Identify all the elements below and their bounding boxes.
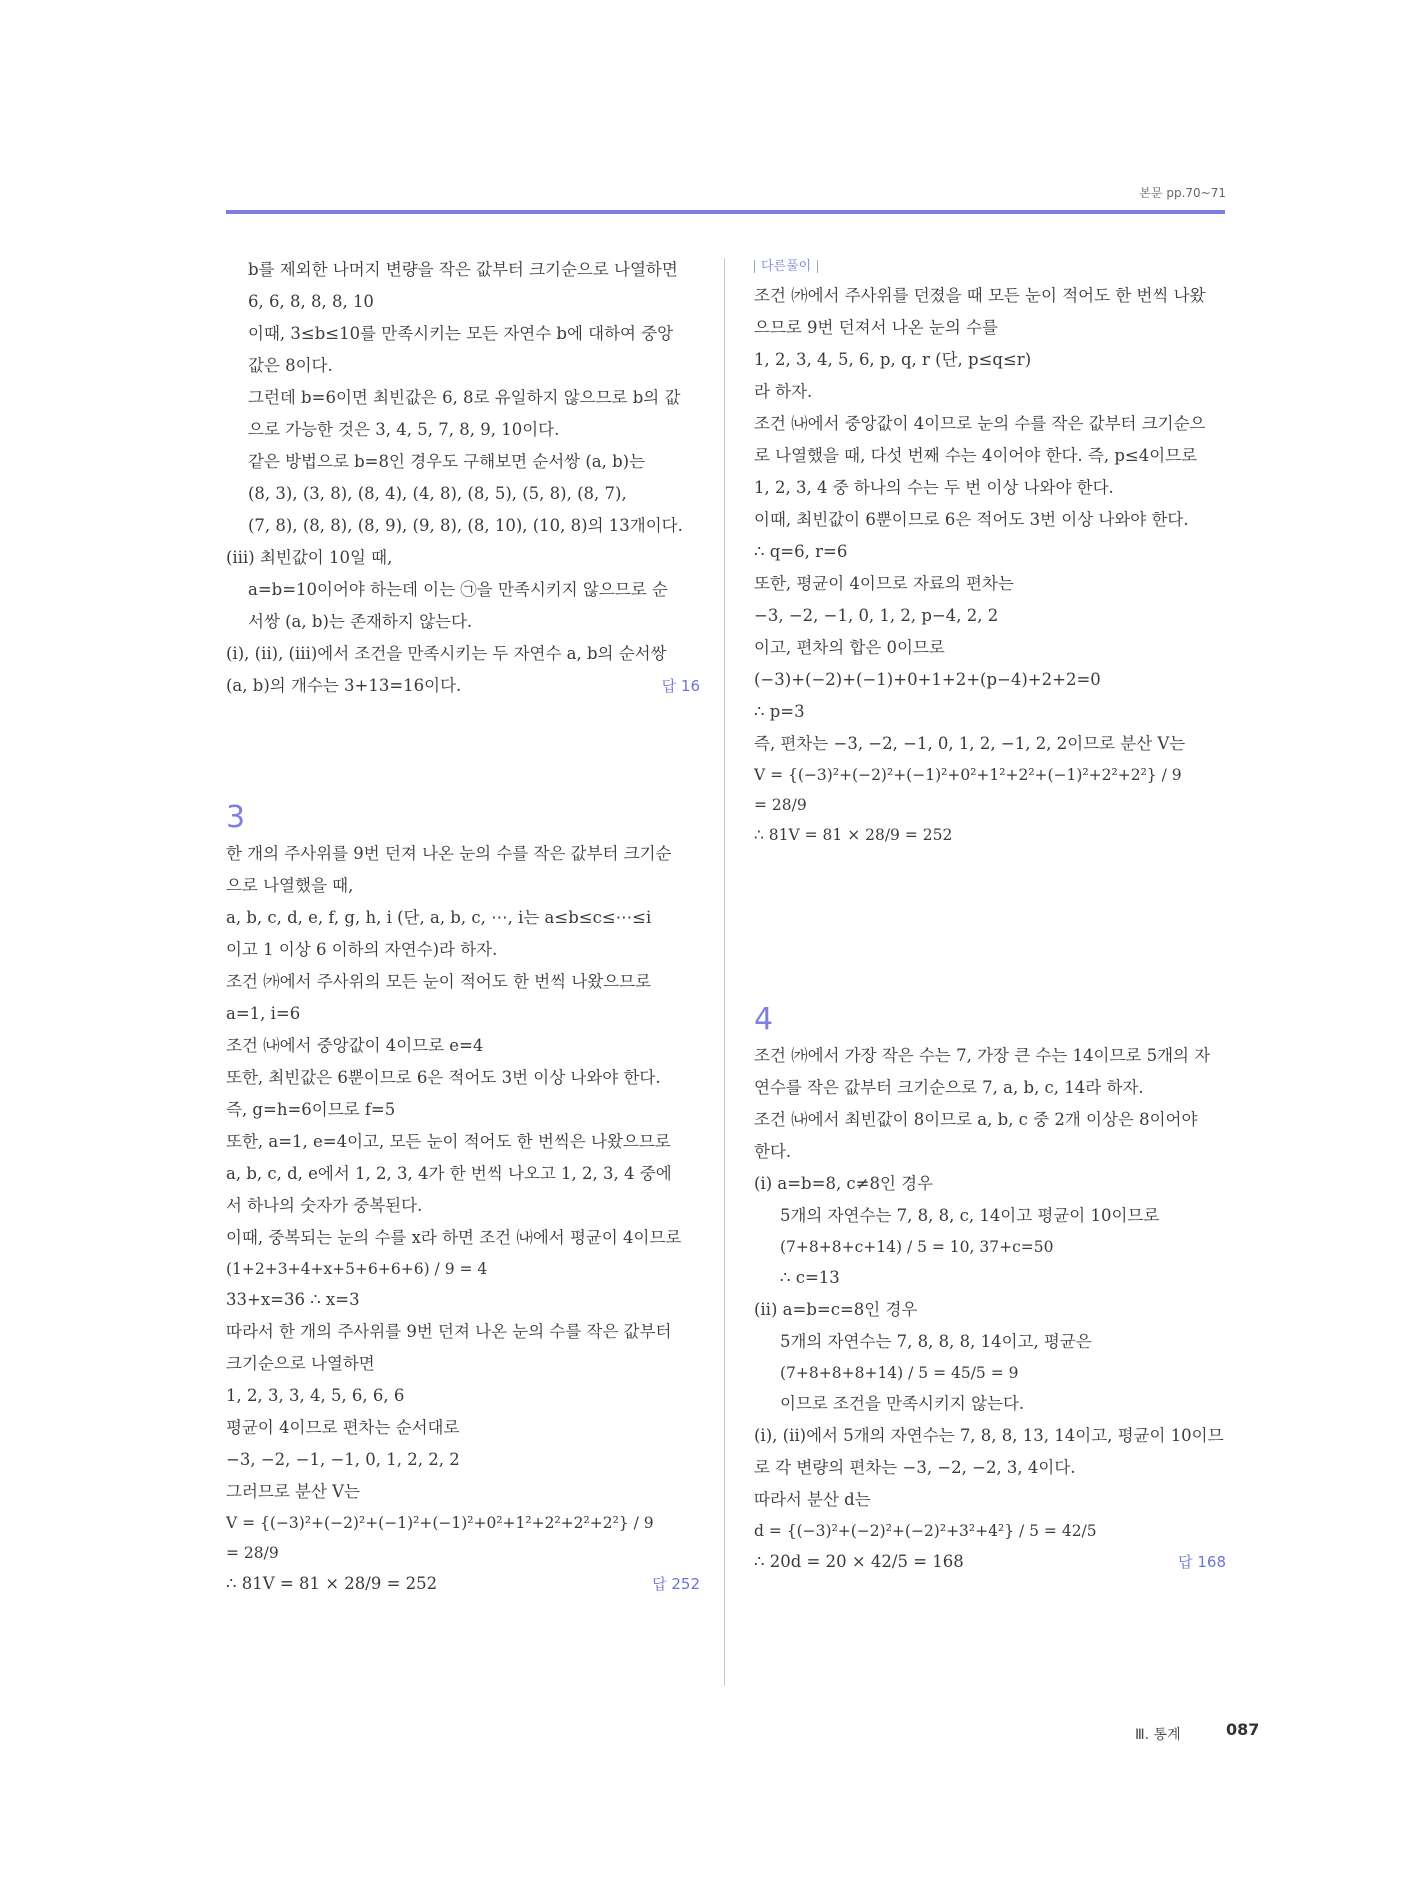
text-line: (ⅰ), (ⅱ)에서 5개의 자연수는 7, 8, 8, 13, 14이고, 평균이 10이므 [754, 1426, 1224, 1445]
header-page-reference: 본문 pp.70~71 [1139, 186, 1226, 200]
page-number: 087 [1226, 1720, 1260, 1739]
text-line: 평균이 4이므로 편차는 순서대로 [226, 1418, 460, 1437]
text-line: 라 하자. [754, 382, 813, 401]
text-line: 한 개의 주사위를 9번 던져 나온 눈의 수를 작은 값부터 크기순 [226, 844, 672, 863]
footer-chapter: Ⅲ. 통계 [1135, 1727, 1181, 1743]
equation: (7+8+8+c+14) / 5 = 10, 37+c=50 [780, 1238, 1054, 1256]
alt-solution-title: 다른풀이 [754, 254, 1226, 280]
column-divider [724, 258, 725, 1686]
conclusion-line: (ⅰ), (ⅱ), (ⅲ)에서 조건을 만족시키는 두 자연수 a, b의 순서쌍 [226, 644, 667, 663]
text-line: 로 각 변량의 편차는 −3, −2, −2, 3, 4이다. [754, 1458, 1076, 1477]
equation: ∴ 81V = 81 × 28/9 = 252 [226, 1574, 438, 1593]
text-line: 조건 ㈏에서 중앙값이 4이므로 e=4 [226, 1036, 484, 1055]
text-line: 서 하나의 숫자가 중복된다. [226, 1196, 423, 1215]
text-line: 따라서 분산 d는 [754, 1490, 871, 1509]
header-rule [226, 210, 1225, 214]
answer-label: 답 252 [652, 1575, 700, 1593]
equation: ∴ 20d = 20 × 42/5 = 168 [754, 1552, 964, 1571]
text-line: 이때, 3≤b≤10를 만족시키는 모든 자연수 b에 대하여 중앙 [248, 324, 674, 343]
answer-label: 답 168 [1178, 1553, 1226, 1571]
equation: d = {(−3)²+(−2)²+(−2)²+3²+4²} / 5 = 42/5 [754, 1522, 1097, 1540]
text-line: a=1, i=6 [226, 1004, 301, 1023]
text-line: 6, 6, 8, 8, 8, 10 [248, 292, 374, 311]
text-line: b를 제외한 나머지 변량을 작은 값부터 크기순으로 나열하면 [248, 260, 678, 279]
text-line: 조건 ㈏에서 중앙값이 4이므로 눈의 수를 작은 값부터 크기순으 [754, 414, 1206, 433]
conclusion-line: (a, b)의 개수는 3+13=16이다. [226, 676, 462, 695]
text-line: 서쌍 (a, b)는 존재하지 않는다. [248, 612, 473, 631]
text-line: 조건 ㈏에서 최빈값이 8이므로 a, b, c 중 2개 이상은 8이어야 [754, 1110, 1198, 1129]
text-line: a=b=10이어야 하는데 이는 ㉠을 만족시키지 않으므로 순 [248, 580, 668, 599]
text-line: 값은 8이다. [248, 356, 333, 375]
text-line: ∴ c=13 [780, 1268, 840, 1287]
text-line: 같은 방법으로 b=8인 경우도 구해보면 순서쌍 (a, b)는 [248, 452, 646, 471]
text-line: 조건 ㈎에서 주사위의 모든 눈이 적어도 한 번씩 나왔으므로 [226, 972, 652, 991]
answer-label: 답 16 [661, 677, 700, 695]
equation: = 28/9 [226, 1544, 279, 1562]
text-line: ∴ q=6, r=6 [754, 542, 848, 561]
text-line: 으므로 9번 던져서 나온 눈의 수를 [754, 318, 998, 337]
text-line: 크기순으로 나열하면 [226, 1354, 375, 1373]
text-line: 으로 가능한 것은 3, 4, 5, 7, 8, 9, 10이다. [248, 420, 560, 439]
text-line: 이므로 조건을 만족시키지 않는다. [780, 1394, 1025, 1413]
text-line: 으로 나열했을 때, [226, 876, 354, 895]
text-line: 즉, 편차는 −3, −2, −1, 0, 1, 2, −1, 2, 2이므로 분산 V는 [754, 734, 1186, 753]
section-number: 4 [754, 1002, 774, 1037]
case-heading: (ⅰ) a=b=8, c≠8인 경우 [754, 1174, 934, 1193]
text-line: 한다. [754, 1142, 792, 1161]
right-column [754, 254, 1226, 1578]
equation: V = {(−3)²+(−2)²+(−1)²+(−1)²+0²+1²+2²+2²+2²} / 9 [226, 1514, 654, 1532]
text-line: (7, 8), (8, 8), (8, 9), (9, 8), (8, 10), (10, 8)의 13개이다. [248, 516, 683, 535]
text-line: a, b, c, d, e, f, g, h, i (단, a, b, c, ⋯, i는 a≤b≤c≤⋯≤i [226, 908, 652, 927]
text-line: 1, 2, 3, 3, 4, 5, 6, 6, 6 [226, 1386, 405, 1405]
text-line: 5개의 자연수는 7, 8, 8, 8, 14이고, 평균은 [780, 1332, 1092, 1351]
text-line: 또한, 평균이 4이므로 자료의 편차는 [754, 574, 1014, 593]
text-line: 1, 2, 3, 4, 5, 6, p, q, r (단, p≤q≤r) [754, 350, 1032, 369]
equation: ∴ 81V = 81 × 28/9 = 252 [754, 826, 953, 844]
section-number: 3 [226, 800, 246, 835]
text-line: 또한, a=1, e=4이고, 모든 눈이 적어도 한 번씩은 나왔으므로 [226, 1132, 671, 1151]
text-line: 로 나열했을 때, 다섯 번째 수는 4이어야 한다. 즉, p≤4이므로 [754, 446, 1198, 465]
equation: (7+8+8+8+14) / 5 = 45/5 = 9 [780, 1364, 1019, 1382]
equation: (1+2+3+4+x+5+6+6+6) / 9 = 4 [226, 1260, 488, 1278]
text-line: 33+x=36 ∴ x=3 [226, 1290, 360, 1309]
text-line: −3, −2, −1, 0, 1, 2, p−4, 2, 2 [754, 606, 999, 625]
text-line: 그러므로 분산 V는 [226, 1482, 360, 1501]
text-line: ∴ p=3 [754, 702, 805, 721]
equation: = 28/9 [754, 796, 807, 814]
text-line: −3, −2, −1, −1, 0, 1, 2, 2, 2 [226, 1450, 460, 1469]
text-line: 즉, g=h=6이므로 f=5 [226, 1100, 396, 1119]
text-line: a, b, c, d, e에서 1, 2, 3, 4가 한 번씩 나오고 1, 2, 3, 4 중에 [226, 1164, 672, 1183]
text-line: 1, 2, 3, 4 중 하나의 수는 두 번 이상 나와야 한다. [754, 478, 1114, 497]
text-line: 이고 1 이상 6 이하의 자연수)라 하자. [226, 940, 498, 959]
text-line: 연수를 작은 값부터 크기순으로 7, a, b, c, 14라 하자. [754, 1078, 1144, 1097]
text-line: 따라서 한 개의 주사위를 9번 던져 나온 눈의 수를 작은 값부터 [226, 1322, 672, 1341]
case-heading: (ⅱ) a=b=c=8인 경우 [754, 1300, 918, 1319]
text-line: 조건 ㈎에서 가장 작은 수는 7, 가장 큰 수는 14이므로 5개의 자 [754, 1046, 1211, 1065]
text-line: (8, 3), (3, 8), (8, 4), (4, 8), (8, 5), (5, 8), (8, 7), [248, 484, 627, 503]
text-line: 이때, 최빈값이 6뿐이므로 6은 적어도 3번 이상 나와야 한다. [754, 510, 1189, 529]
equation: V = {(−3)²+(−2)²+(−1)²+0²+1²+2²+(−1)²+2²+2²} / 9 [754, 766, 1182, 784]
text-line: 또한, 최빈값은 6뿐이므로 6은 적어도 3번 이상 나와야 한다. [226, 1068, 661, 1087]
left-column [226, 254, 700, 1600]
case-heading: (ⅲ) 최빈값이 10일 때, [226, 548, 393, 567]
text-line: 이고, 편차의 합은 0이므로 [754, 638, 945, 657]
text-line: 이때, 중복되는 눈의 수를 x라 하면 조건 ㈏에서 평균이 4이므로 [226, 1228, 682, 1247]
text-line: (−3)+(−2)+(−1)+0+1+2+(p−4)+2+2=0 [754, 670, 1101, 689]
text-line: 그런데 b=6이면 최빈값은 6, 8로 유일하지 않으므로 b의 값 [248, 388, 681, 407]
text-line: 조건 ㈎에서 주사위를 던졌을 때 모든 눈이 적어도 한 번씩 나왔 [754, 286, 1206, 305]
text-line: 5개의 자연수는 7, 8, 8, c, 14이고 평균이 10이므로 [780, 1206, 1160, 1225]
